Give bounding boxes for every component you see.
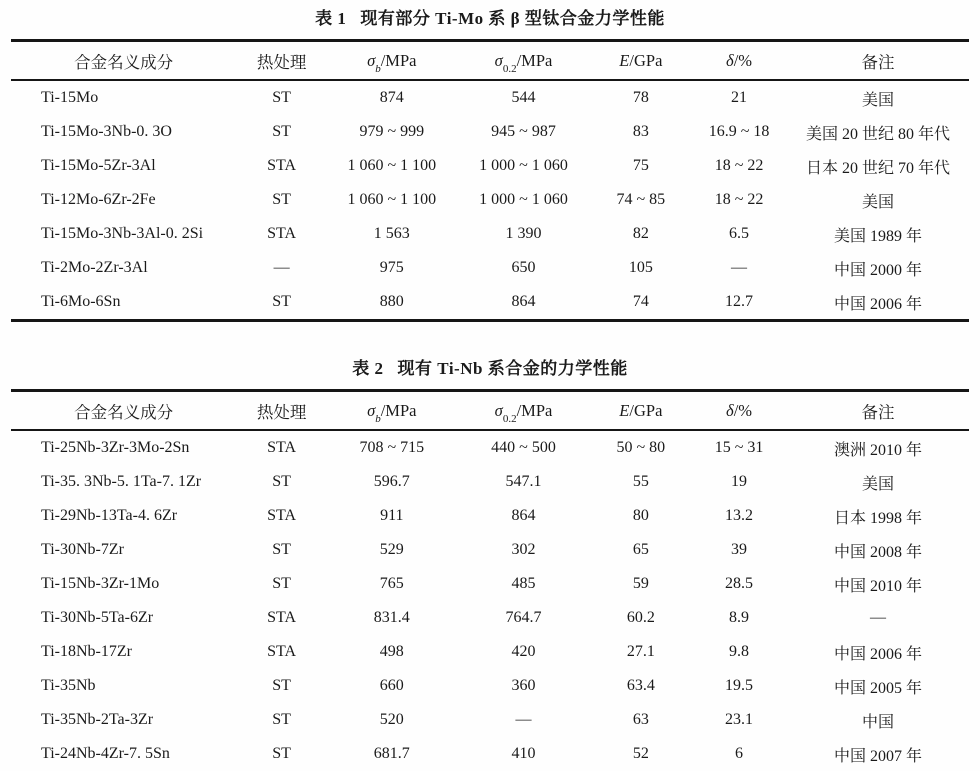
cell: Ti-35Nb	[41, 677, 96, 694]
cell: 日本 20 世纪 70 年代	[805, 159, 950, 177]
cell: ST	[272, 293, 291, 310]
table2-caption-label: 表 2	[352, 359, 384, 378]
table1-body	[11, 80, 969, 321]
table1-section	[11, 0, 969, 322]
col-header-heat-treatment: 热处理	[236, 41, 327, 81]
cell: —	[515, 711, 532, 728]
cell: 美国 1989 年	[833, 227, 922, 245]
table1-caption	[11, 0, 969, 39]
cell: 12.7	[725, 293, 754, 310]
cell: Ti-24Nb-4Zr-7. 5Sn	[41, 745, 170, 762]
cell: 63	[632, 711, 649, 728]
table1-caption-text: 现有部分 Ti-Mo 系 β 型钛合金力学性能	[360, 9, 665, 28]
header-row	[11, 41, 969, 81]
delta-symbol: δ	[726, 400, 734, 420]
cell: 63.4	[626, 677, 655, 694]
col-header-sigma-02	[456, 41, 590, 81]
cell: Ti-2Mo-2Zr-3Al	[41, 259, 148, 276]
cell: 59	[632, 575, 649, 592]
table-row	[11, 465, 969, 499]
cell: ST	[272, 89, 291, 106]
cell: 1 060 ~ 1 100	[347, 157, 437, 174]
cell: Ti-29Nb-13Ta-4. 6Zr	[41, 507, 178, 524]
cell: Ti-30Nb-5Ta-6Zr	[41, 609, 154, 626]
cell: 19.5	[725, 677, 754, 694]
cell: 74 ~ 85	[616, 191, 666, 208]
cell: Ti-15Mo-3Nb-3Al-0. 2Si	[41, 225, 204, 242]
cell: 60.2	[626, 609, 655, 626]
col-header-sigma-b	[327, 391, 456, 431]
cell: STA	[267, 225, 297, 242]
sigma-b-subscript: b	[375, 412, 381, 425]
sigma-02-unit: /MPa	[516, 400, 553, 420]
cell: 16.9 ~ 18	[708, 123, 770, 140]
table2-body	[11, 430, 969, 771]
delta-unit: /%	[733, 400, 753, 420]
cell: 420	[511, 643, 536, 660]
cell: 880	[379, 293, 404, 310]
cell: 9.8	[729, 643, 750, 660]
cell: 中国 2006 年	[833, 645, 922, 663]
cell: ST	[272, 711, 291, 728]
cell: 65	[632, 541, 649, 558]
cell: ST	[272, 473, 291, 490]
sigma-b-subscript: b	[375, 62, 381, 75]
cell: 中国	[861, 713, 894, 731]
table-row	[11, 533, 969, 567]
cell: 864	[511, 507, 536, 524]
table-row	[11, 601, 969, 635]
cell: 27.1	[626, 643, 655, 660]
cell: 39	[731, 541, 748, 558]
cell: ST	[272, 541, 291, 558]
col-header-alloy: 合金名义成分	[11, 391, 236, 431]
table-row	[11, 669, 969, 703]
table-row	[11, 737, 969, 771]
cell: Ti-15Mo-5Zr-3Al	[41, 157, 156, 174]
cell: 8.9	[729, 609, 750, 626]
table-row	[11, 703, 969, 737]
cell: STA	[267, 439, 297, 456]
cell: 23.1	[725, 711, 754, 728]
cell: 831.4	[373, 609, 410, 626]
table2-header	[11, 391, 969, 431]
cell: ST	[272, 191, 291, 208]
cell: 440 ~ 500	[491, 439, 556, 456]
cell: 中国 2010 年	[833, 577, 922, 595]
table-row	[11, 635, 969, 669]
table1	[11, 39, 969, 322]
cell: 708 ~ 715	[359, 439, 425, 456]
table2-caption	[11, 350, 969, 389]
tables-gap	[0, 322, 980, 350]
cell: Ti-15Mo	[41, 89, 99, 106]
cell: 80	[632, 507, 649, 524]
cell: 13.2	[725, 507, 754, 524]
cell: 74	[632, 293, 649, 310]
cell: 596.7	[373, 473, 410, 490]
modulus-symbol: E	[619, 50, 630, 70]
cell: 1 000 ~ 1 060	[479, 191, 568, 208]
cell: 83	[632, 123, 649, 140]
sigma-symbol: σ	[494, 50, 503, 70]
cell: 105	[628, 259, 653, 276]
sigma-b-unit: /MPa	[380, 400, 417, 420]
cell: 544	[511, 89, 536, 106]
table-row	[11, 430, 969, 465]
table2-caption-text: 现有 Ti-Nb 系合金的力学性能	[397, 359, 628, 378]
cell: 945 ~ 987	[491, 123, 556, 140]
col-header-alloy: 合金名义成分	[11, 41, 236, 81]
cell: Ti-15Mo-3Nb-0. 3O	[41, 123, 172, 140]
cell: 547.1	[505, 473, 542, 490]
table-row	[11, 251, 969, 285]
sigma-02-unit: /MPa	[516, 50, 553, 70]
cell: 975	[379, 259, 404, 276]
cell: Ti-12Mo-6Zr-2Fe	[41, 191, 156, 208]
delta-symbol: δ	[726, 50, 734, 70]
cell: 681.7	[373, 745, 410, 762]
cell: 1 000 ~ 1 060	[479, 157, 568, 174]
cell: 52	[632, 745, 649, 762]
table1-caption-label: 表 1	[315, 9, 347, 28]
cell: STA	[267, 157, 297, 174]
cell: 中国 2008 年	[833, 543, 922, 561]
cell: 1 390	[505, 225, 542, 242]
cell: Ti-25Nb-3Zr-3Mo-2Sn	[41, 439, 190, 456]
cell: 美国	[861, 475, 894, 493]
cell: 28.5	[725, 575, 754, 592]
cell: STA	[267, 643, 297, 660]
cell: 75	[632, 157, 649, 174]
table2	[11, 389, 969, 771]
cell: STA	[267, 507, 297, 524]
cell: 55	[632, 473, 649, 490]
cell: 美国	[861, 91, 894, 109]
cell: 78	[632, 89, 649, 106]
col-header-sigma-02	[456, 391, 590, 431]
cell: 日本 1998 年	[833, 509, 922, 527]
cell: 911	[380, 507, 404, 524]
col-header-remark: 备注	[787, 391, 969, 431]
cell: 中国 2007 年	[833, 747, 922, 765]
cell: Ti-6Mo-6Sn	[41, 293, 121, 310]
cell: Ti-35. 3Nb-5. 1Ta-7. 1Zr	[41, 473, 202, 490]
modulus-symbol: E	[619, 400, 630, 420]
cell: 660	[379, 677, 404, 694]
cell: Ti-15Nb-3Zr-1Mo	[41, 575, 160, 592]
cell: 中国 2000 年	[833, 261, 922, 279]
cell: 美国 20 世纪 80 年代	[805, 125, 950, 143]
cell: 1 563	[373, 225, 410, 242]
table-row	[11, 499, 969, 533]
cell: 874	[379, 89, 404, 106]
cell: ST	[272, 677, 291, 694]
cell: ST	[272, 575, 291, 592]
cell: 650	[511, 259, 536, 276]
cell: 18 ~ 22	[714, 191, 764, 208]
sigma-symbol: σ	[367, 400, 376, 420]
sigma-02-subscript: 0.2	[502, 412, 517, 425]
cell: 82	[632, 225, 649, 242]
cell: 6.5	[729, 225, 750, 242]
delta-unit: /%	[733, 50, 753, 70]
table-row	[11, 115, 969, 149]
cell: ST	[272, 123, 291, 140]
cell: Ti-35Nb-2Ta-3Zr	[41, 711, 154, 728]
table-row	[11, 149, 969, 183]
modulus-unit: /GPa	[629, 50, 663, 70]
table1-header	[11, 41, 969, 81]
cell: 979 ~ 999	[359, 123, 425, 140]
cell: 360	[511, 677, 536, 694]
cell: —	[869, 609, 886, 626]
cell: ST	[272, 745, 291, 762]
cell: Ti-18Nb-17Zr	[41, 643, 132, 660]
sigma-symbol: σ	[367, 50, 376, 70]
cell: 498	[379, 643, 404, 660]
table-row	[11, 183, 969, 217]
cell: 529	[379, 541, 404, 558]
cell: 18 ~ 22	[714, 157, 764, 174]
table-row	[11, 285, 969, 321]
sigma-02-subscript: 0.2	[502, 62, 517, 75]
cell: 410	[511, 745, 536, 762]
col-header-remark: 备注	[787, 41, 969, 81]
cell: 中国 2006 年	[833, 295, 922, 313]
col-header-elongation	[691, 391, 787, 431]
cell: 485	[511, 575, 536, 592]
col-header-heat-treatment: 热处理	[236, 391, 327, 431]
col-header-elongation	[691, 41, 787, 81]
cell: —	[273, 259, 290, 276]
cell: 1 060 ~ 1 100	[347, 191, 437, 208]
col-header-modulus	[591, 41, 692, 81]
cell: 21	[731, 89, 748, 106]
table-row	[11, 80, 969, 115]
cell: STA	[267, 609, 297, 626]
cell: Ti-30Nb-7Zr	[41, 541, 124, 558]
cell: 19	[731, 473, 748, 490]
table-row	[11, 217, 969, 251]
sigma-symbol: σ	[494, 400, 503, 420]
table-row	[11, 567, 969, 601]
cell: 50 ~ 80	[616, 439, 666, 456]
header-row	[11, 391, 969, 431]
cell: 765	[379, 575, 404, 592]
cell: 美国	[861, 193, 894, 211]
cell: 澳洲 2010 年	[833, 441, 922, 459]
modulus-unit: /GPa	[629, 400, 663, 420]
cell: 864	[511, 293, 536, 310]
cell: 520	[379, 711, 404, 728]
col-header-sigma-b	[327, 41, 456, 81]
cell: —	[731, 259, 748, 276]
cell: 15 ~ 31	[714, 439, 764, 456]
table2-section	[11, 350, 969, 771]
cell: 302	[511, 541, 536, 558]
cell: 6	[735, 745, 744, 762]
col-header-modulus	[591, 391, 692, 431]
cell: 中国 2005 年	[833, 679, 922, 697]
sigma-b-unit: /MPa	[380, 50, 417, 70]
cell: 764.7	[505, 609, 542, 626]
